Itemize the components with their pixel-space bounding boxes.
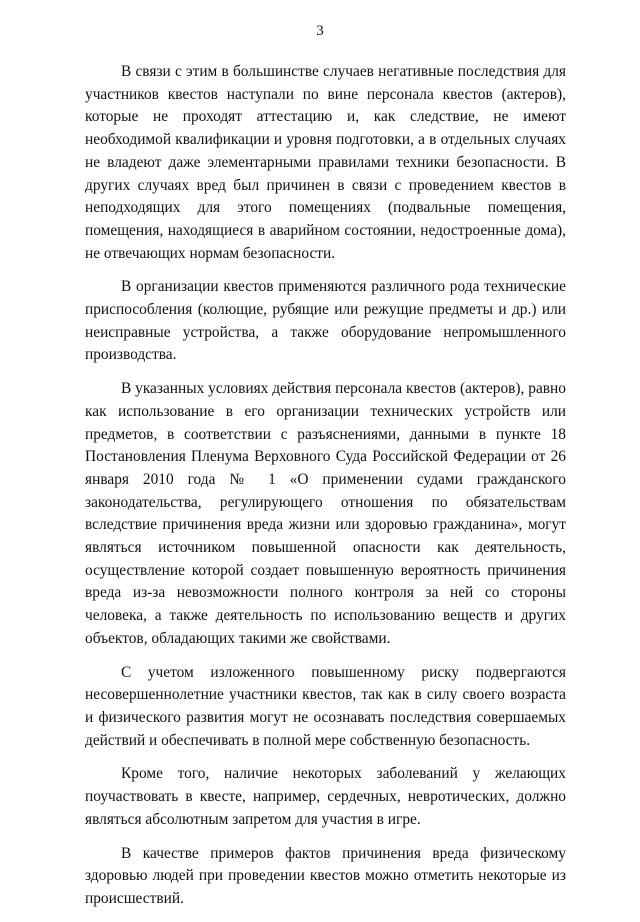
- paragraph-3: В указанных условиях действия персонала квестов (актеров), равно как использование в его организации технических устройств или предметов, в соответствии с разъяснениями, данными в пункте 18 Постановления Пленума Верховного Суда Российской Федерации от 26 января 2010 года № 1 «О применении судами гражданского законодательства, регулирующего отношения по обязательствам вследствие причинения вреда жизни или здоровью гражданина», могут являться источником повышенной опасности как деятельность, осуществление которой создает повышенную вероятность причинения вреда из-за невозможности полного контроля за ней со стороны человека, а также деятельность по использованию веществ и других объектов, обладающих такими же свойствами.: [85, 380, 566, 647]
- page-number: 3: [316, 23, 324, 39]
- document-body: [85, 61, 566, 922]
- paragraph-6: В качестве примеров фактов причинения вреда физическому здоровью людей при проведении квестов можно отметить некоторые из происшествий.: [85, 844, 566, 907]
- paragraph-4: С учетом изложенного повышенному риску подвергаются несовершеннолетние участники квестов, так как в силу своего возраста и физического развития могут не осознавать последствия совершаемых действий и обеспечивать в полной мере собственную безопасность.: [85, 663, 566, 749]
- paragraph-1: В связи с этим в большинстве случаев негативные последствия для участников квестов наступали по вине персонала квестов (актеров), которые не проходят аттестацию и, как следствие, не имеют необходимой квалификации и уровня подготовки, а в отдельных случаях не владеют даже элементарными правилами техники безопасности. В других случаях вред был причинен в связи с проведением квестов в неподходящих для этого помещениях (подвальные помещения, помещения, находящиеся в аварийном состоянии, недостроенные дома), не отвечающих нормам безопасности.: [85, 63, 566, 262]
- paragraph-5: Кроме того, наличие некоторых заболеваний у желающих поучаствовать в квесте, например, сердечных, невротических, должно являться абсолютным запретом для участия в игре.: [85, 765, 566, 828]
- paragraph-2: В организации квестов применяются различного рода технические приспособления (колющие, рубящие или режущие предметы и др.) или неисправные устройства, а также оборудование непромышленного производства.: [85, 278, 566, 364]
